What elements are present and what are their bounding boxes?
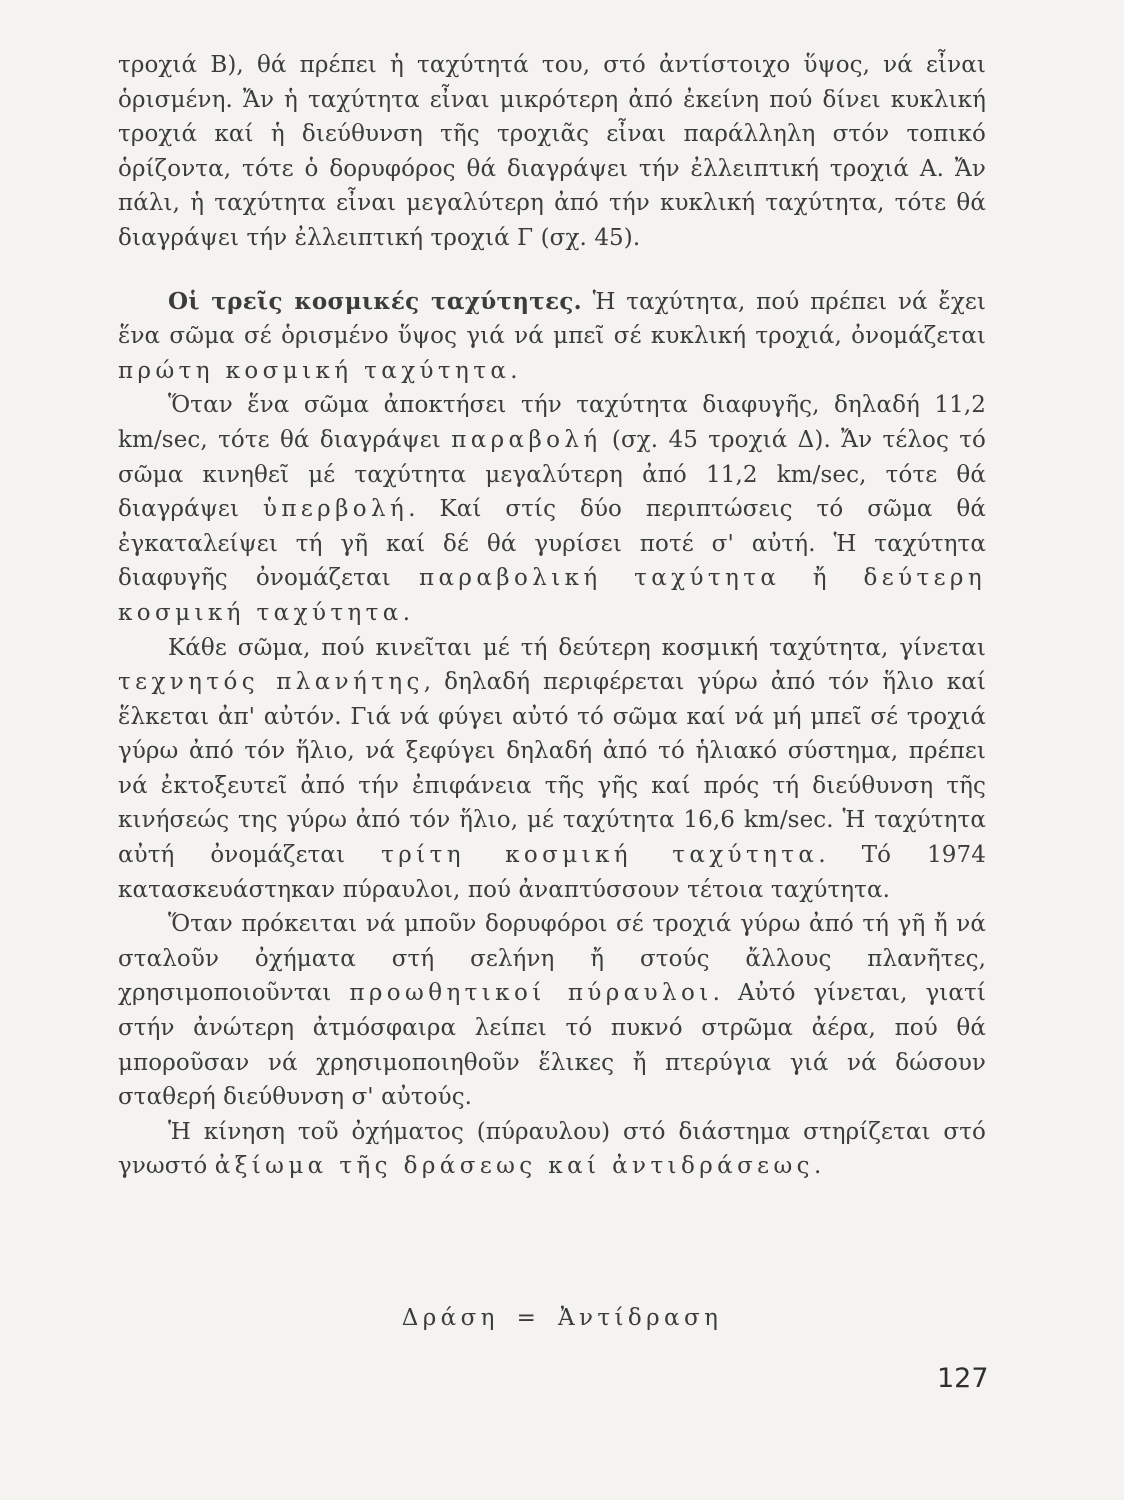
page-body: [118, 48, 986, 1184]
term-action-reaction-axiom: ἀξίωμα τῆς δράσεως καί ἀντιδράσεως: [214, 1153, 814, 1180]
paragraph-end: .: [510, 357, 518, 384]
paragraph-rockets: [118, 907, 986, 1115]
paragraph-end: .: [813, 1153, 822, 1180]
section-heading: Οἱ τρεῖς κοσμικές ταχύτητες.: [168, 287, 582, 315]
term-first-cosmic-velocity: πρώτη κοσμική ταχύτητα: [118, 357, 511, 384]
term-propulsion-rockets: προωθητικοί πύραυλοι: [349, 980, 713, 1007]
term-artificial-planet: τεχνητός πλανήτης: [118, 669, 424, 696]
term-second-cosmic-velocity: παραβολική ταχύτητα ἤ δεύτερη κοσμική ταχύτητα: [118, 565, 986, 626]
term-parabola: παραβολή: [451, 426, 602, 453]
paragraph-text: Ὅταν ἕνα σῶμα ἀποκτήσει τήν ταχύτητα διαφυγῆς, δηλαδή 11,2 km/sec, τότε θά διαγράψει: [118, 392, 986, 453]
paragraph-action-reaction: [118, 1115, 986, 1184]
term-hyperbola: ὑπερβολή: [262, 496, 409, 523]
paragraph-text: (σχ. 45 τροχιά Δ). Ἄν τέλος τό σῶμα κινηθεῖ μέ ταχύτητα μεγαλύτερη ἀπό 11,2 km/sec, τότε θά διαγράψει: [118, 426, 986, 523]
paragraph-orbit-velocity: τροχιά Β), θά πρέπει ἡ ταχύτητά του, στό ἀντίστοιχο ὕψος, νά εἶναι ὁρισμένη. Ἄν ἡ ταχύτητα εἶναι μικρότερη ἀπό ἐκείνη πού δίνει κυκλική τροχιά καί ἡ διεύθυνση τῆς τροχιᾶς εἶναι παράλληλη στόν τοπικό ὁρίζοντα, τότε ὁ δορυφόρος θά διαγράψει τήν ἐλλειπτική τροχιά Α. Ἄν πάλι, ἡ ταχύτητα εἶναι μεγαλύτερη ἀπό τήν κυκλική ταχύτητα, τότε θά διαγράψει τήν ἐλλειπτική τροχιά Γ (σχ. 45).: [118, 52, 986, 251]
action-reaction-formula: Δράση = Ἀντίδραση: [401, 1305, 723, 1331]
paragraph-text: . Αὐτό γίνεται, γιατί στήν ἀνώτερη ἀτμόσφαιρα λείπει τό πυκνό στρῶμα ἀέρα, πού θά μποροῦσαν νά χρησιμοποιηθοῦν ἕλικες ἤ πτερύγια γιά νά δώσουν σταθερή διεύθυνση σ' αὐτούς.: [118, 980, 986, 1111]
paragraph-text: , δηλαδή περιφέρεται γύρω ἀπό τόν ἥλιο καί ἕλκεται ἀπ' αὐτόν. Γιά νά φύγει αὐτό τό σῶμα καί νά μή μπεῖ σέ τροχιά γύρω ἀπό τόν ἥλιο, νά ξεφύγει δηλαδή ἀπό τό ἡλιακό σύστημα, πρέπει νά ἐκτοξευτεῖ ἀπό τήν ἐπιφάνεια τῆς γῆς καί πρός τή διεύθυνση τῆς κινήσεώς της γύρω ἀπό τόν ἥλιο, μέ ταχύτητα 16,6 km/sec. Ἡ ταχύτητα αὐτή ὀνομάζεται: [118, 669, 986, 869]
paragraph-text: Ἡ ταχύτητα, πού πρέπει νά ἔχει ἕνα σῶμα σέ ὁρισμένο ὕψος γιά νά μπεῖ σέ κυκλική τροχιά, ὀνομάζεται: [118, 288, 986, 350]
paragraph-text: Ὅταν πρόκειται νά μποῦν δορυφόροι σέ τροχιά γύρω ἀπό τή γῆ ἤ νά σταλοῦν ὀχήματα στή σελήνη ἤ στούς ἄλλους πλανῆτες, χρησιμοποιοῦνται: [118, 911, 986, 1007]
paragraph-third-velocity: [118, 631, 986, 908]
paragraph-escape-velocity: [118, 388, 986, 630]
page-number: 127: [937, 1363, 989, 1394]
paragraph-cosmic-velocities: [118, 285, 986, 389]
paragraph-end: .: [402, 599, 411, 626]
term-third-cosmic-velocity: τρίτη κοσμική ταχύτητα: [381, 842, 819, 869]
paragraph-text: . Τό 1974 κατασκευάστηκαν πύραυλοι, πού ἀναπτύσσουν τέτοια ταχύτητα.: [118, 842, 986, 903]
paragraph-text: Ἡ κίνηση τοῦ ὀχήματος (πύραυλου) στό διάστημα στηρίζεται στό γνωστό: [118, 1118, 986, 1180]
paragraph-text: . Καί στίς δύο περιπτώσεις τό σῶμα θά ἐγκαταλείψει τή γῆ καί δέ θά γυρίσει ποτέ σ' αὐτή. Ἡ ταχύτητα διαφυγῆς ὀνομάζεται: [118, 496, 986, 592]
paragraph-text: Κάθε σῶμα, πού κινεῖται μέ τή δεύτερη κοσμική ταχύτητα, γίνεται: [168, 634, 986, 661]
